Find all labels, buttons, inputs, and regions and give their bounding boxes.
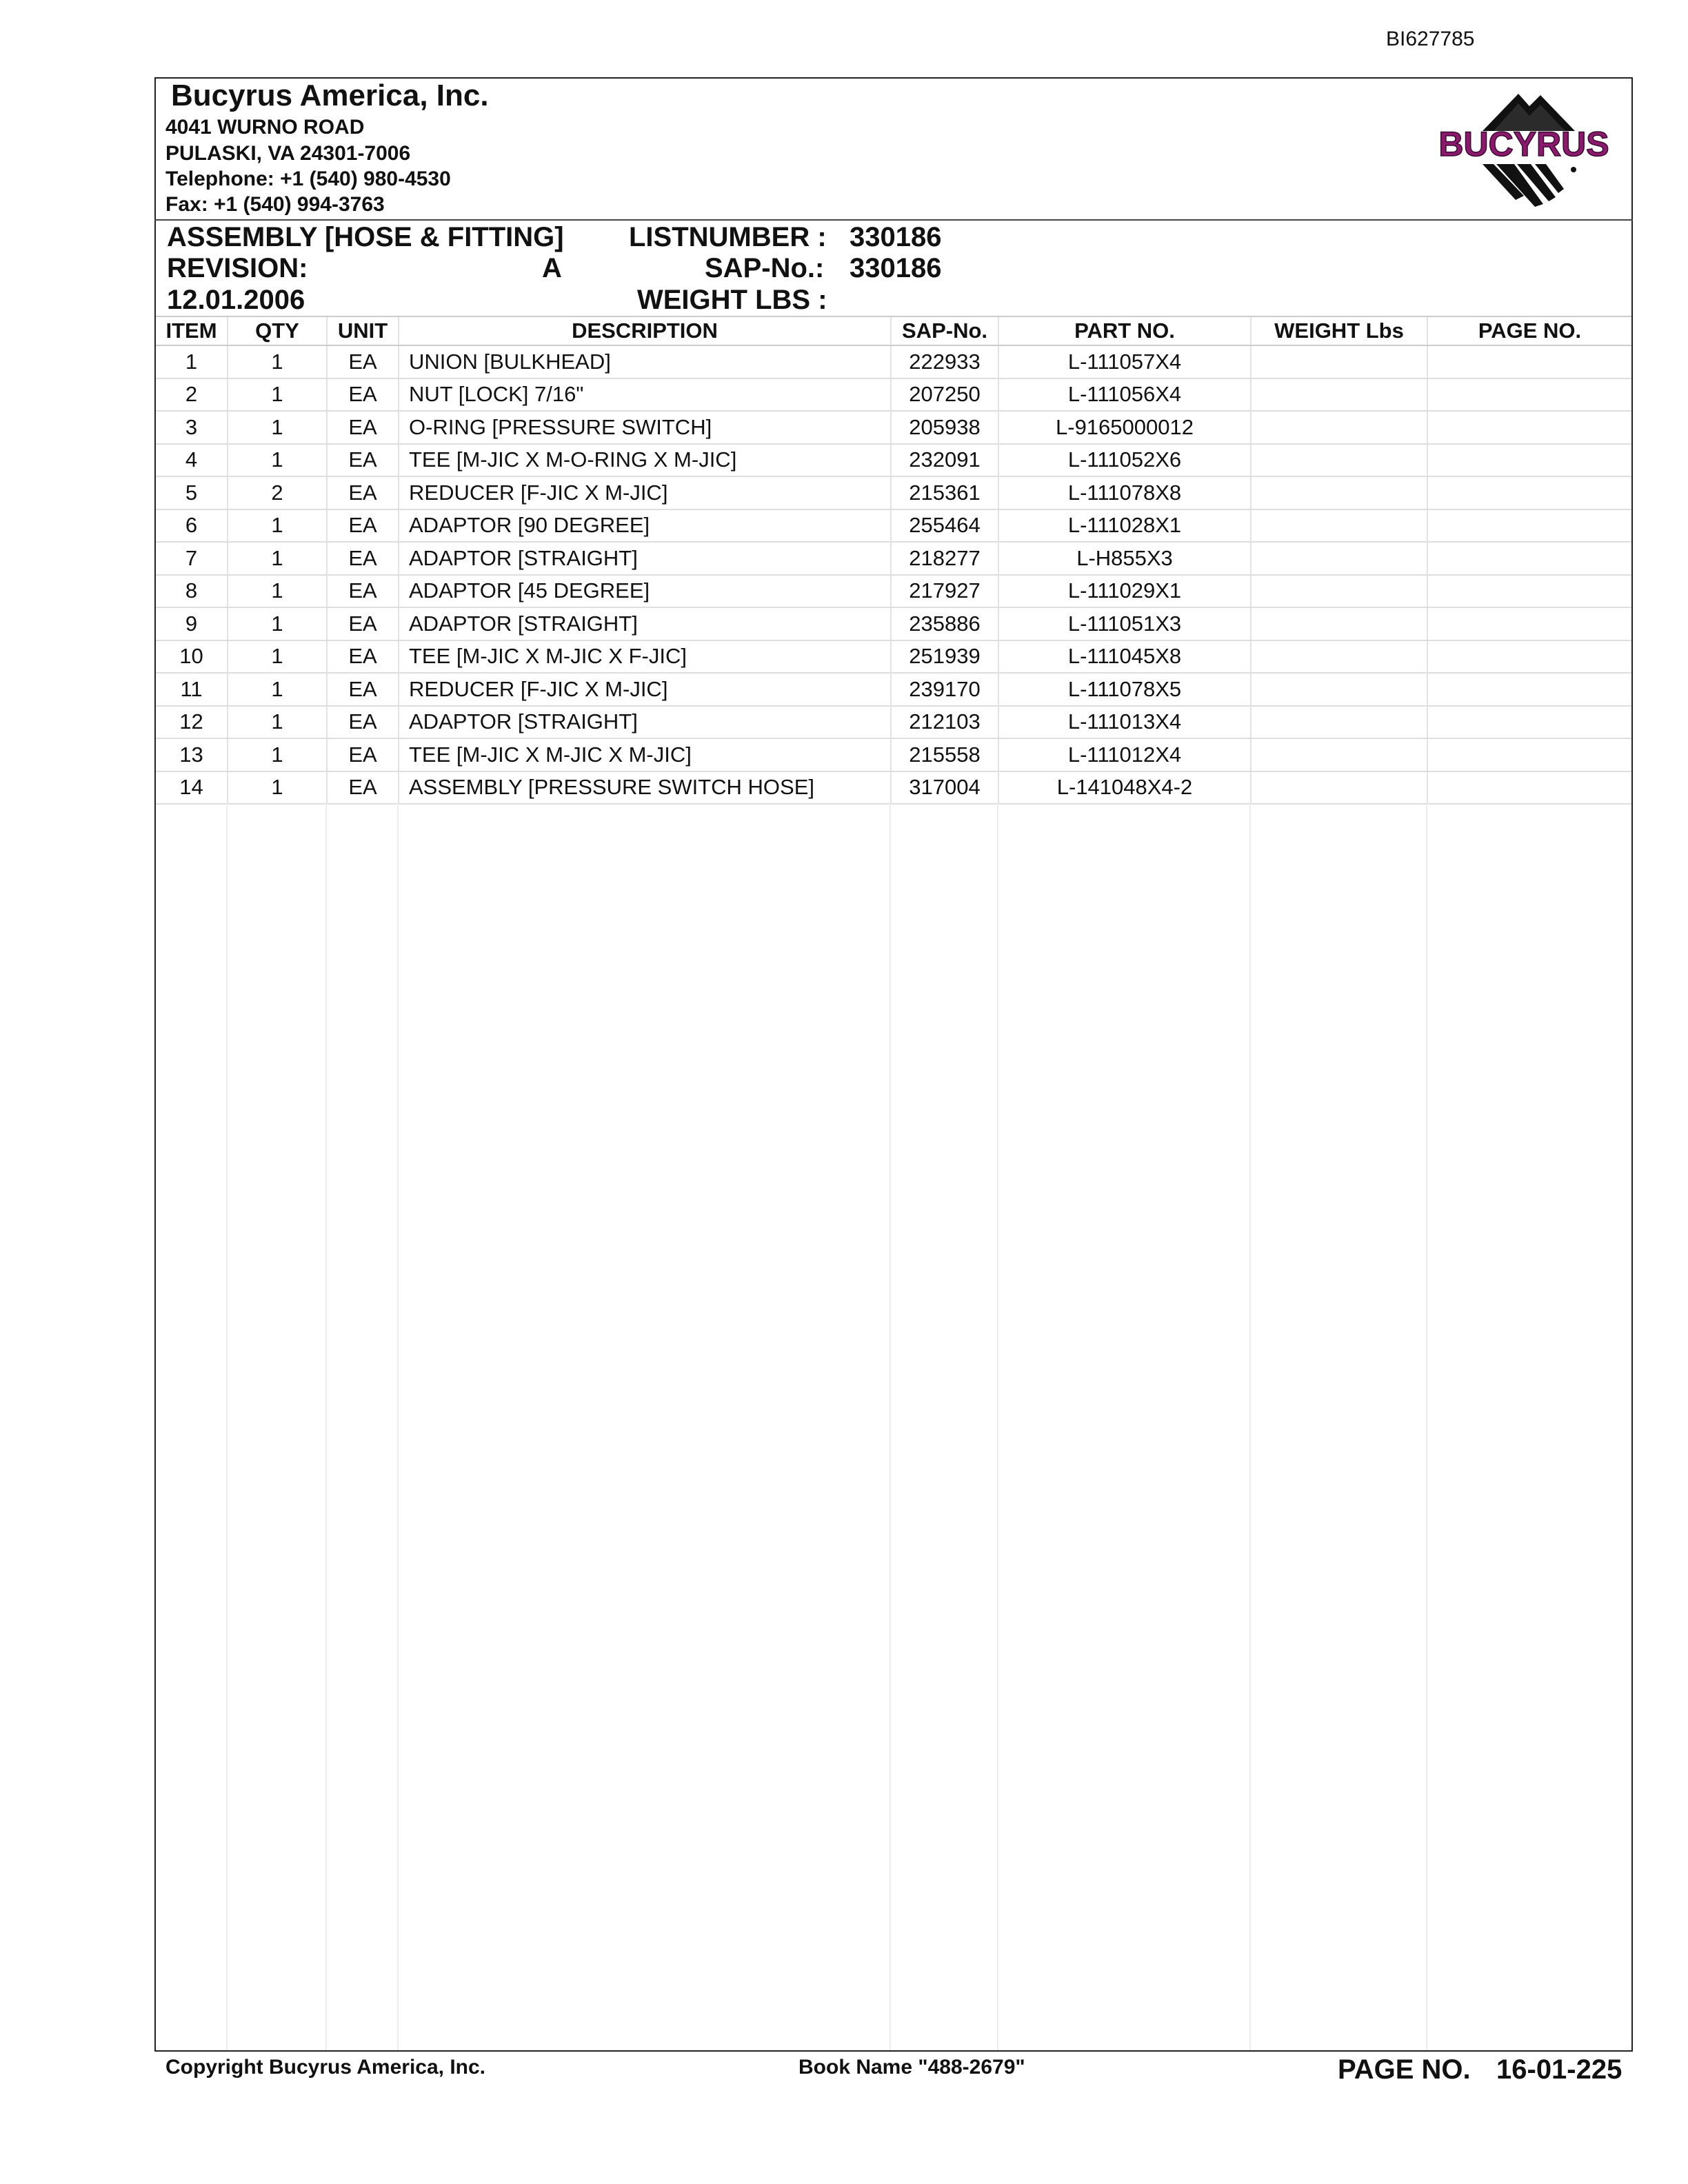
qty-cell: 1 xyxy=(228,640,327,674)
table-row xyxy=(156,411,1631,444)
page-no-cell xyxy=(1427,771,1631,805)
column-header-unit: UNIT xyxy=(327,316,399,345)
page-no-cell xyxy=(1427,542,1631,575)
list-date: 12.01.2006 xyxy=(167,285,305,315)
description-cell: REDUCER [F-JIC X M-JIC] xyxy=(399,476,891,509)
part-no-cell: L-111012X4 xyxy=(998,738,1251,771)
item-cell: 8 xyxy=(156,575,228,608)
unit-cell: EA xyxy=(327,378,399,412)
part-no-cell: L-9165000012 xyxy=(998,411,1251,444)
document-id: BI627785 xyxy=(1386,28,1475,50)
part-no-cell: L-111056X4 xyxy=(998,378,1251,412)
item-cell: 14 xyxy=(156,771,228,805)
page-no-cell xyxy=(1427,673,1631,706)
company-name: Bucyrus America, Inc. xyxy=(171,79,489,112)
column-header-part-no: PART NO. xyxy=(998,316,1251,345)
sap-no-cell: 239170 xyxy=(891,673,998,706)
qty-cell: 1 xyxy=(228,411,327,444)
weight-cell xyxy=(1251,575,1427,608)
grid-line xyxy=(1249,802,1251,2050)
part-no-cell: L-111051X3 xyxy=(998,607,1251,640)
item-cell: 12 xyxy=(156,706,228,739)
item-cell: 7 xyxy=(156,542,228,575)
item-cell: 11 xyxy=(156,673,228,706)
part-no-cell: L-111029X1 xyxy=(998,575,1251,608)
item-cell: 5 xyxy=(156,476,228,509)
revision-value: A xyxy=(542,253,562,283)
company-fax: Fax: +1 (540) 994-3763 xyxy=(165,193,385,216)
qty-cell: 1 xyxy=(228,706,327,739)
assembly-title: ASSEMBLY [HOSE & FITTING] xyxy=(167,222,564,252)
page-no-cell xyxy=(1427,411,1631,444)
qty-cell: 1 xyxy=(228,542,327,575)
part-no-cell: L-141048X4-2 xyxy=(998,771,1251,805)
description-cell: ADAPTOR [45 DEGREE] xyxy=(399,575,891,608)
table-row xyxy=(156,771,1631,805)
column-header-description: DESCRIPTION xyxy=(399,316,891,345)
column-header-item: ITEM xyxy=(156,316,228,345)
sap-no-cell: 215558 xyxy=(891,738,998,771)
item-cell: 10 xyxy=(156,640,228,674)
qty-cell: 1 xyxy=(228,607,327,640)
bucyrus-logo xyxy=(1427,88,1620,210)
page-no-cell xyxy=(1427,738,1631,771)
sap-no-cell: 255464 xyxy=(891,509,998,543)
weight-cell xyxy=(1251,706,1427,739)
description-cell: ADAPTOR [STRAIGHT] xyxy=(399,706,891,739)
company-address-line2: PULASKI, VA 24301-7006 xyxy=(165,142,411,165)
part-no-cell: L-H855X3 xyxy=(998,542,1251,575)
item-cell: 1 xyxy=(156,345,228,378)
description-cell: TEE [M-JIC X M-JIC X F-JIC] xyxy=(399,640,891,674)
sap-value: 330186 xyxy=(850,253,942,283)
qty-cell: 1 xyxy=(228,575,327,608)
sap-no-cell: 207250 xyxy=(891,378,998,412)
grid-line xyxy=(997,802,998,2050)
unit-cell: EA xyxy=(327,673,399,706)
sap-no-cell: 232091 xyxy=(891,444,998,477)
sap-no-cell: 217927 xyxy=(891,575,998,608)
listnumber-value: 330186 xyxy=(850,222,942,252)
unit-cell: EA xyxy=(327,706,399,739)
description-cell: ASSEMBLY [PRESSURE SWITCH HOSE] xyxy=(399,771,891,805)
part-no-cell: L-111013X4 xyxy=(998,706,1251,739)
weight-cell xyxy=(1251,673,1427,706)
unit-cell: EA xyxy=(327,738,399,771)
company-telephone: Telephone: +1 (540) 980-4530 xyxy=(165,168,451,190)
sap-no-cell: 215361 xyxy=(891,476,998,509)
unit-cell: EA xyxy=(327,607,399,640)
part-no-cell: L-111057X4 xyxy=(998,345,1251,378)
weight-cell xyxy=(1251,542,1427,575)
grid-line xyxy=(226,802,228,2050)
qty-cell: 1 xyxy=(228,738,327,771)
qty-cell: 1 xyxy=(228,378,327,412)
table-row xyxy=(156,673,1631,706)
grid-line xyxy=(325,802,327,2050)
description-cell: ADAPTOR [90 DEGREE] xyxy=(399,509,891,543)
description-cell: NUT [LOCK] 7/16" xyxy=(399,378,891,412)
sap-no-cell: 218277 xyxy=(891,542,998,575)
qty-cell: 1 xyxy=(228,345,327,378)
weight-cell xyxy=(1251,345,1427,378)
table-row xyxy=(156,575,1631,608)
description-cell: ADAPTOR [STRAIGHT] xyxy=(399,607,891,640)
description-cell: TEE [M-JIC X M-JIC X M-JIC] xyxy=(399,738,891,771)
description-cell: TEE [M-JIC X M-O-RING X M-JIC] xyxy=(399,444,891,477)
revision-label: REVISION: xyxy=(167,253,308,283)
item-cell: 2 xyxy=(156,378,228,412)
weight-cell xyxy=(1251,411,1427,444)
parts-table xyxy=(156,316,1631,805)
table-row xyxy=(156,476,1631,509)
description-cell: ADAPTOR [STRAIGHT] xyxy=(399,542,891,575)
unit-cell: EA xyxy=(327,640,399,674)
part-no-cell: L-111078X8 xyxy=(998,476,1251,509)
sap-no-cell: 251939 xyxy=(891,640,998,674)
item-cell: 3 xyxy=(156,411,228,444)
table-row xyxy=(156,640,1631,674)
column-header-weight: WEIGHT Lbs xyxy=(1251,316,1427,345)
table-row xyxy=(156,542,1631,575)
column-header-sap-no: SAP-No. xyxy=(891,316,998,345)
table-row xyxy=(156,345,1631,378)
book-name: Book Name "488-2679" xyxy=(798,2056,1025,2079)
sap-no-cell: 235886 xyxy=(891,607,998,640)
table-row xyxy=(156,378,1631,412)
description-cell: UNION [BULKHEAD] xyxy=(399,345,891,378)
weight-cell xyxy=(1251,738,1427,771)
table-row xyxy=(156,444,1631,477)
company-address-line1: 4041 WURNO ROAD xyxy=(165,116,365,139)
sap-no-cell: 317004 xyxy=(891,771,998,805)
page-no-cell xyxy=(1427,444,1631,477)
table-row xyxy=(156,706,1631,739)
header-divider xyxy=(154,219,1633,221)
unit-cell: EA xyxy=(327,575,399,608)
page-no-cell xyxy=(1427,640,1631,674)
page-no-cell xyxy=(1427,509,1631,543)
table-header-row xyxy=(156,316,1631,345)
page-no-cell xyxy=(1427,706,1631,739)
page-number-label: PAGE NO. xyxy=(1338,2054,1471,2085)
description-cell: O-RING [PRESSURE SWITCH] xyxy=(399,411,891,444)
logo-wordmark: BUCYRUS xyxy=(1438,125,1609,163)
grid-line xyxy=(1426,802,1427,2050)
listnumber-label: LISTNUMBER : xyxy=(629,222,827,252)
weight-cell xyxy=(1251,378,1427,412)
page-number-value: 16-01-225 xyxy=(1496,2054,1622,2085)
page-no-cell xyxy=(1427,378,1631,412)
unit-cell: EA xyxy=(327,542,399,575)
table-row xyxy=(156,607,1631,640)
page-no-cell xyxy=(1427,345,1631,378)
unit-cell: EA xyxy=(327,345,399,378)
sap-no-cell: 205938 xyxy=(891,411,998,444)
sap-no-cell: 222933 xyxy=(891,345,998,378)
sap-no-cell: 212103 xyxy=(891,706,998,739)
weight-cell xyxy=(1251,509,1427,543)
table-row xyxy=(156,509,1631,543)
column-header-qty: QTY xyxy=(228,316,327,345)
qty-cell: 1 xyxy=(228,673,327,706)
page-no-cell xyxy=(1427,476,1631,509)
page-no-cell xyxy=(1427,607,1631,640)
part-no-cell: L-111052X6 xyxy=(998,444,1251,477)
page-no-cell xyxy=(1427,575,1631,608)
table-row xyxy=(156,738,1631,771)
copyright-text: Copyright Bucyrus America, Inc. xyxy=(165,2056,486,2079)
parts-table-body xyxy=(156,345,1631,804)
unit-cell: EA xyxy=(327,411,399,444)
item-cell: 9 xyxy=(156,607,228,640)
item-cell: 4 xyxy=(156,444,228,477)
item-cell: 6 xyxy=(156,509,228,543)
qty-cell: 1 xyxy=(228,444,327,477)
description-cell: REDUCER [F-JIC X M-JIC] xyxy=(399,673,891,706)
qty-cell: 1 xyxy=(228,771,327,805)
unit-cell: EA xyxy=(327,509,399,543)
weight-cell xyxy=(1251,771,1427,805)
unit-cell: EA xyxy=(327,444,399,477)
qty-cell: 1 xyxy=(228,509,327,543)
item-cell: 13 xyxy=(156,738,228,771)
unit-cell: EA xyxy=(327,771,399,805)
unit-cell: EA xyxy=(327,476,399,509)
part-no-cell: L-111078X5 xyxy=(998,673,1251,706)
weight-label: WEIGHT LBS : xyxy=(637,285,827,315)
part-no-cell: L-111045X8 xyxy=(998,640,1251,674)
weight-cell xyxy=(1251,444,1427,477)
weight-cell xyxy=(1251,476,1427,509)
sap-label: SAP-No.: xyxy=(705,253,825,283)
weight-cell xyxy=(1251,640,1427,674)
weight-cell xyxy=(1251,607,1427,640)
grid-line xyxy=(890,802,891,2050)
part-no-cell: L-111028X1 xyxy=(998,509,1251,543)
grid-line xyxy=(397,802,399,2050)
qty-cell: 2 xyxy=(228,476,327,509)
column-header-page-no: PAGE NO. xyxy=(1427,316,1631,345)
